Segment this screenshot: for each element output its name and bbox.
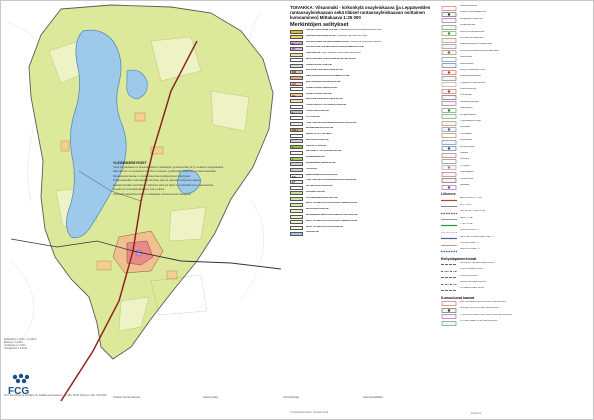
area-symbol-icon (441, 114, 457, 119)
legend-label: MATKAILUPALVELUJEN ALUE. (306, 98, 344, 101)
line-symbol-icon (441, 230, 457, 235)
legend-text: Kaivosalue (460, 139, 473, 142)
legend-text: Melualue (460, 126, 471, 129)
legend-label: JÄTEHUOLLON ALUE. (306, 185, 333, 188)
legend-text (306, 116, 436, 121)
legend-label: MAA- JA METSÄTALOUSVALTAINEN ALUE. (306, 219, 358, 222)
area-symbol-icon (441, 70, 457, 75)
legend-label: MAISEMALLISESTI ARVOKAS PELTOALUE. (306, 214, 359, 216)
legend-label: YHDYSKUNTATEKNISEN HUOLLON ALUE. (306, 179, 357, 182)
legend-text: SEUTUTIE (460, 216, 473, 219)
note-paragraph: Vesihuollon järjestämisessä on noudatettava voimassa olevia määräyksiä. (113, 192, 192, 196)
legend-description: Julkiset ja yksityiset palvelut. (350, 40, 382, 43)
legend-label: VESIALUE. (306, 231, 320, 234)
legend-text: Arvokas luontokohde (460, 36, 484, 39)
legend-row (290, 185, 437, 190)
legend-text (306, 58, 436, 63)
legend-label: MAATALOUSALUE. (306, 208, 330, 211)
legend-swatch (290, 162, 303, 166)
area-symbol-icon (441, 95, 457, 100)
legend-label: MAA- JA METSÄTALOUSALUE. (306, 225, 344, 228)
legend-label: TEOLLISUUSALUE. (306, 109, 330, 112)
line-symbol-icon (441, 217, 457, 222)
legend-text: OSA-ALUEEN RAJA (460, 268, 484, 271)
company-name: FCG (8, 386, 30, 397)
legend-swatch (290, 93, 303, 97)
area-symbol-icon (441, 140, 457, 145)
legend-text (306, 168, 436, 173)
legend-row (290, 127, 437, 132)
area-symbol-icon (441, 108, 457, 113)
legend-text (306, 110, 436, 115)
legend-row (290, 162, 437, 167)
legend-label: VIRKISTYSALUE. (306, 144, 327, 147)
legend-label: LOMA-ASUNTOALUE. (306, 92, 333, 95)
area-symbol-icon (441, 133, 457, 138)
legend-code: P (292, 42, 294, 46)
legend-row (290, 29, 437, 34)
legend-text (306, 104, 436, 109)
legend-text (306, 156, 436, 161)
legend-label: LOMA-ASUNTOJEN ALUE. (306, 86, 338, 89)
general-notes (113, 161, 288, 197)
area-symbol-icon (441, 121, 457, 126)
area-symbol-icon (441, 89, 457, 94)
map-panel[interactable] (1, 1, 289, 420)
legend-text: Vesihuoltolinja (460, 88, 476, 91)
legend-label: YHDYSKUNTATEKNISEN HUOLLON ALUE. (306, 121, 357, 124)
page-number: Kartta 1/1 (471, 412, 482, 415)
legend-swatch (290, 203, 303, 207)
copyright: © Maanmittauslaitos, Toivakka 2013 (290, 411, 329, 414)
legend-swatch (290, 215, 303, 219)
legend-text (306, 29, 436, 34)
date-line: Ehdotus 1.9.2013 (4, 340, 23, 344)
legend-text: Suojeltava rakennus (460, 17, 483, 20)
legend-label: RETKEILY- JA ULKOILUALUE. (306, 150, 342, 153)
legend-text: Kiinteä muinaisjäännös (460, 11, 486, 14)
legend-text: Luonnonsuojelukohde (460, 30, 485, 33)
legend-text: Kulttuurihistoriallisesti arvokas alue (460, 49, 499, 52)
area-symbol-icon (441, 301, 457, 306)
legend-label: LIIKENNEALUE. (306, 156, 326, 159)
legend-section-heading: Liikenne (441, 192, 456, 197)
legend-text: ULKOILUREITTI (460, 242, 479, 245)
date-line: Hyväksytty 1.1.2014 (4, 343, 26, 347)
legend-row (290, 231, 437, 236)
legend-text (306, 127, 436, 132)
legend-row (290, 81, 437, 86)
legend-text: Tulvanalainen alue (460, 120, 481, 123)
legend-label: MAATILOJEN TALOUSKESKUSTEN ALUE. (306, 57, 357, 60)
legend-row (441, 184, 593, 190)
legend-row (290, 98, 437, 103)
legend-text: Kaavamerkintä (460, 5, 477, 7)
line-symbol-icon (441, 223, 457, 228)
legend-text: Kaukolämpölinja (460, 100, 479, 103)
area-symbol-icon (441, 159, 457, 164)
area-symbol-icon (441, 178, 457, 183)
area-symbol-icon (441, 82, 457, 87)
area-symbol-icon (441, 12, 457, 17)
legend-row (290, 75, 437, 80)
line-symbol-icon (441, 211, 457, 216)
title-block (290, 5, 440, 28)
area-symbol-icon (441, 25, 457, 30)
legend-swatch (290, 105, 303, 109)
legend-code: T (292, 111, 294, 115)
legend-text (306, 202, 436, 207)
area-symbol-icon (441, 57, 457, 62)
note-paragraph: Alueella on huomioitava liikenteen melu ja tärinä. (113, 188, 165, 192)
legend-text: Moottorikelkkareitti (460, 75, 481, 78)
legend-row (290, 191, 437, 196)
legend-row (290, 179, 437, 184)
area-symbol-icon (441, 127, 457, 132)
legend-text (306, 87, 436, 92)
area-symbol-icon (441, 38, 457, 43)
legend-text: Voimalinja (460, 94, 472, 97)
signature-cell: Toimitusjohtaja (283, 396, 299, 399)
legend-text: Ampumarata (460, 145, 475, 148)
legend-row (290, 110, 437, 115)
legend-row (290, 220, 437, 225)
date-line: Nähtävillä 1.1.2013 - 1.2.2013 (4, 338, 36, 341)
legend-swatch (290, 226, 303, 230)
legend-swatch (290, 174, 303, 178)
legend-swatch (290, 70, 303, 74)
note-paragraph: Rantarakentamisessa on noudatettava rakennusjärjestyksen määräyksiä. (113, 174, 191, 178)
legend-text: Rautatie (460, 183, 470, 186)
company-address: FCG Suunnittelu ja tekniikka Oy, Pakkahuoneenaukio 2, PL 950, 33101 Tampere. Puh. 010 4090 (4, 394, 107, 397)
legend-row (290, 208, 437, 213)
line-symbol-icon (441, 236, 457, 241)
legend-row (290, 150, 437, 155)
note-paragraph: Pohjavesialueilla ei saa harjoittaa toimintaa, joka voi vaarantaa pohjaveden laatua. (113, 179, 201, 183)
border-symbol-icon (441, 262, 457, 267)
legend-label: ERILLISPIENTALOVALTAINEN ALUE. (306, 75, 350, 78)
legend-swatch (290, 134, 303, 138)
legend-text: Tärkeä katu (460, 177, 474, 180)
legend-label: MATKAILUPALVELUJEN ALUE. (306, 69, 344, 72)
legend-code: RM (292, 71, 297, 75)
legend-symbols (441, 5, 593, 326)
area-symbol-icon (441, 44, 457, 49)
legend-swatch (290, 191, 303, 195)
legend-swatch (290, 122, 303, 126)
legend-text (306, 231, 436, 236)
legend-code: V (292, 146, 294, 150)
line-symbol-icon (441, 249, 457, 254)
legend-label: LOMA-ASUNTOALUE. (306, 63, 333, 66)
legend-swatch (290, 110, 303, 114)
legend-text (306, 150, 436, 155)
legend-text (306, 214, 436, 219)
legend-text: Maisemallisesti arvokas alue (460, 43, 492, 46)
legend-text (306, 46, 436, 51)
legend-code: L (292, 158, 294, 162)
legend-row (441, 287, 593, 293)
legend-text: KOKOOJAKATU (460, 229, 479, 232)
legend-text: LIITTYMÄ (460, 203, 472, 206)
legend-row (290, 104, 437, 109)
legend-row (290, 116, 437, 121)
note-paragraph: Muinaismuistolain rauhoittamien kohteiden tarkempi sijainti on selvitettävä ennen rakentamista. (113, 183, 214, 187)
legend-row (290, 52, 437, 57)
legend-swatch (290, 151, 303, 155)
legend-label: MUINAISMUISTOALUE. (306, 127, 334, 130)
legend-label: ASUNTOVALTAISET ALUE. (306, 29, 339, 31)
legend-text (306, 191, 436, 196)
legend-label: LUONNONSUOJELUALUE. (306, 196, 338, 199)
legend-label: MAA- JA METSÄTALOUSVALTAINEN ALUE. (306, 202, 358, 205)
legend-text (306, 35, 436, 40)
area-symbol-icon (441, 321, 457, 326)
legend-swatch (290, 139, 303, 143)
area-symbol-icon (441, 31, 457, 36)
legend-swatch (290, 76, 303, 80)
legend-text (306, 133, 436, 138)
legend-text: Valtatie (460, 151, 469, 154)
legend-swatch (290, 64, 303, 68)
legend-description: Pääasiallisesti asuinrakentamisen alue. (338, 29, 383, 31)
legend-swatch (290, 30, 303, 34)
legend-label: JULKISTEN PALVELUJEN JA HALLINNON ALUE. (306, 46, 365, 49)
legend-swatch (290, 180, 303, 184)
legend-text: Ohjeellinen ulkoilureitti (460, 81, 486, 84)
area-symbol-icon (441, 314, 457, 319)
legend-row (441, 248, 593, 254)
legend-text: ERITASOLIITTYMÄ (460, 197, 483, 200)
legend-section-heading: Esitystapamerkinnät (441, 256, 477, 261)
note-paragraph: Rakentaminen on sijoitettava niin, että se sopeutuu ympäröivään maisemaan ja rakennuskantaan. (113, 170, 217, 174)
legend-code: PY (292, 48, 296, 52)
legend-swatch (290, 145, 303, 149)
legend-code: EN (292, 175, 296, 179)
legend-text (306, 208, 436, 213)
legend-text (306, 75, 436, 80)
legend-label: LIIKENNEALUEEN ALUE. (306, 161, 337, 164)
legend-text (306, 139, 436, 144)
legend-swatch (290, 87, 303, 91)
legend-text: Seututie (460, 158, 470, 161)
legend-text: MELONTAREITTI (460, 248, 480, 251)
legend-label: EHDOTETUT ALUEET. (306, 133, 333, 136)
legend-code: ET (292, 181, 296, 185)
note-paragraph: Tämä osayleiskaava on oikeusvaikutteinen maankäyttö- ja rakennuslain 42 §:n mukainen osayleiskaava. (113, 165, 224, 169)
zoning-map[interactable] (1, 1, 289, 420)
legend-swatch (290, 128, 303, 132)
legend-text: SUUNNITTELUALUEEN RAJA (460, 261, 495, 264)
legend-label: ASUINALUE. (306, 52, 322, 55)
legend-row (290, 202, 437, 207)
legend-label: PALVELUJEN JA HALLINNON ALUE. (306, 40, 351, 43)
legend-swatch (290, 232, 303, 236)
legend-swatch (290, 157, 303, 161)
legend-label: ERILLISPIENTALOJEN ALUE. (306, 81, 342, 84)
legend-label: KYLÄALUE. (306, 115, 321, 118)
line-symbol-icon (441, 243, 457, 248)
legend-text: KUNNAN RAJA (460, 274, 478, 277)
legend-heading: Merkintöjen selitykset (290, 21, 349, 28)
area-symbol-icon (441, 76, 457, 81)
signature-cell: Toivakan kunnanvaltuusto (113, 396, 141, 399)
legend-swatch (290, 58, 303, 62)
legend-swatch (290, 35, 303, 39)
legend-text: Ulkoilureitti (460, 56, 473, 59)
area-symbol-icon (441, 165, 457, 170)
legend-text: Kevyen liikenteen reitti (460, 68, 486, 71)
legend-text: KAAVA-ALUEEN RAJA (460, 281, 486, 284)
signature-cell: Kaavoituspäällikkö (363, 396, 383, 399)
legend-swatch (290, 220, 303, 224)
legend-text: TOIVAKAN KIRKONKYLÄN OSAYLEISKAAVA (460, 313, 512, 316)
area-symbol-icon (441, 63, 457, 68)
legend-text: Suojelukohde (460, 24, 476, 27)
legend-code: RA (292, 94, 296, 98)
legend-areas (290, 29, 437, 237)
legend-swatch (290, 168, 303, 172)
legend-row (290, 46, 437, 51)
legend-swatch (290, 209, 303, 213)
legend-label: SUOJELUALUE. (306, 190, 326, 193)
legend-swatch (290, 53, 303, 57)
legend-text (306, 162, 436, 167)
border-symbol-icon (441, 282, 457, 287)
legend-text (306, 185, 436, 190)
legend-text: Pohjavesialue (460, 113, 476, 116)
legend-text: Kaasuputki (460, 107, 473, 110)
signature-cell: Kaavan laatija (203, 396, 219, 399)
area-symbol-icon (441, 172, 457, 177)
legend-description: Palvelujen ja hallinnon alue. (336, 34, 368, 37)
legend-text (306, 52, 436, 57)
legend-text: Kokoojakatu (460, 171, 474, 174)
border-symbol-icon (441, 275, 457, 280)
area-symbol-icon (441, 101, 457, 106)
legend-text: Yhdystie (460, 164, 470, 167)
legend-code: AO (292, 83, 296, 87)
area-symbol-icon (441, 6, 457, 11)
legend-row (290, 214, 437, 219)
date-line: Voimaantulo 1.3.2014 (4, 346, 28, 350)
area-symbol-icon (441, 50, 457, 55)
legend-row (290, 168, 437, 173)
legend-row (290, 133, 437, 138)
dates-block (4, 339, 104, 351)
line-symbol-icon (441, 204, 457, 209)
notes-heading: YLEISMÄÄRÄYKSET (113, 161, 147, 165)
legend-text (306, 81, 436, 86)
legend-row (441, 320, 593, 326)
legend-label: TEOLLISUUS- JA VARASTOALUE. (306, 104, 347, 107)
legend-swatch (290, 116, 303, 120)
legend-row (290, 58, 437, 63)
legend-label: ENERGIAHUOLLON ALUE. (306, 173, 338, 176)
legend-row (290, 87, 437, 92)
border-symbol-icon (441, 288, 457, 293)
plan-title: TOIVAKKA: Vilsanmäki - kirkonkylä osayleiskaava (ja Leppävedden rantaosayleiskaavan sekä Iiläiset rantaosayleiskaavan osittainen kumoaminen) Mittakaava 1:25 000 (290, 5, 431, 21)
line-symbol-icon (441, 198, 457, 203)
legend-description: Alue varataan asuinrakentamiseen. (321, 52, 362, 55)
legend-code: SM-1 (292, 129, 299, 133)
legend-swatch (290, 41, 303, 45)
legend-text: Tärinäalue (460, 132, 472, 135)
legend-text: Melontareitti (460, 62, 474, 65)
area-symbol-icon (441, 185, 457, 190)
area-symbol-icon (441, 153, 457, 158)
legend-swatch (290, 186, 303, 190)
legend-text (306, 69, 436, 74)
legend-text: IILÄISET RANTAOSAYLEISKAAVA (460, 307, 500, 310)
legend-row (290, 156, 437, 161)
area-symbol-icon (441, 18, 457, 23)
legend-label: MAATALOUSALUE. (306, 138, 330, 141)
legend-label: LÄHIPALVELUJEN ALUE. (306, 34, 337, 37)
legend-section-heading: Kumoutuvat kaavat (441, 295, 475, 300)
legend-row (290, 69, 437, 74)
legend-swatch (290, 99, 303, 103)
border-symbol-icon (441, 269, 457, 274)
legend-text (306, 220, 436, 225)
legend-swatch (290, 197, 303, 201)
area-symbol-icon (441, 146, 457, 151)
legend-text (306, 98, 436, 103)
legend-text: OHJEELLINEN RAJA (460, 287, 485, 290)
legend-text: YHDYSTIE (460, 222, 473, 225)
legend-text: LEPPÄVEDEN RANTAOSAYLEISKAAVA (460, 300, 506, 303)
legend-text: KEVYEN LIIKENTEEN REITTI (460, 235, 495, 238)
legend-text: VALTATIE / KANTATIE (460, 210, 486, 213)
legend-row (290, 139, 437, 144)
area-symbol-icon (441, 308, 457, 313)
legend-text: KYLÄALUEEN OSAYLEISKAAVA (460, 319, 498, 322)
legend-swatch (290, 82, 303, 86)
legend-label: TIEALUE. (306, 167, 318, 170)
legend-text (306, 179, 436, 184)
legend-row (290, 35, 437, 40)
legend-swatch (290, 47, 303, 51)
